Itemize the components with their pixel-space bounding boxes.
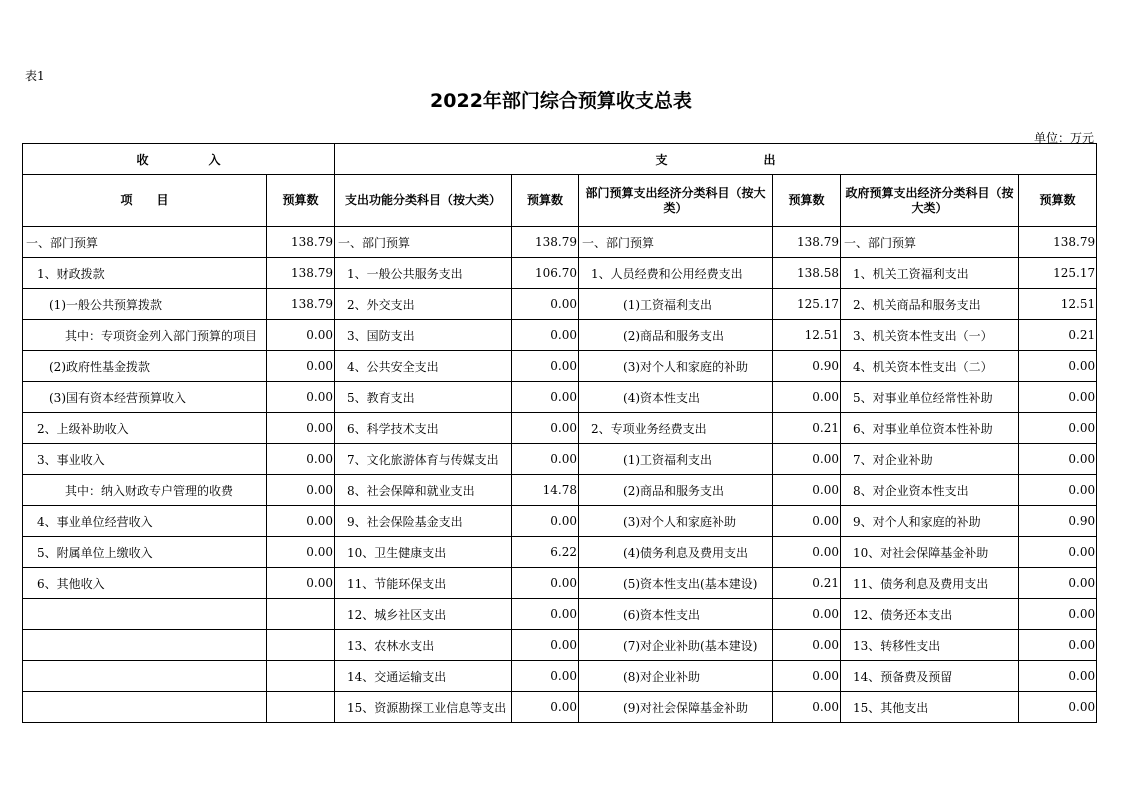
dept-item-cell: 一、部门预算 — [579, 227, 773, 258]
gov-amount-cell: 0.90 — [1019, 506, 1097, 537]
gov-amount-cell: 0.00 — [1019, 351, 1097, 382]
income-item-cell: 2、上级补助收入 — [23, 413, 267, 444]
dept-amount-cell: 0.00 — [773, 475, 841, 506]
function-item-cell: 9、社会保险基金支出 — [335, 506, 512, 537]
income-amount-cell: 0.00 — [267, 320, 335, 351]
table-row — [23, 630, 1097, 661]
income-item-cell: (3)国有资本经营预算收入 — [23, 382, 267, 413]
income-item-cell: 1、财政拨款 — [23, 258, 267, 289]
gov-item-cell: 10、对社会保障基金补助 — [841, 537, 1019, 568]
table-row — [23, 568, 1097, 599]
dept-amount-cell: 138.58 — [773, 258, 841, 289]
income-item-cell: (2)政府性基金拨款 — [23, 351, 267, 382]
section-header-row — [23, 144, 1097, 175]
income-amount-cell: 0.00 — [267, 537, 335, 568]
function-amount-cell: 0.00 — [512, 692, 579, 723]
function-item-cell: 15、资源勘探工业信息等支出 — [335, 692, 512, 723]
dept-item-cell: (4)资本性支出 — [579, 382, 773, 413]
income-item-cell — [23, 661, 267, 692]
income-item-cell: 5、附属单位上缴收入 — [23, 537, 267, 568]
function-amount-cell: 6.22 — [512, 537, 579, 568]
dept-amount-cell: 0.00 — [773, 599, 841, 630]
function-amount-cell: 0.00 — [512, 630, 579, 661]
table-row — [23, 599, 1097, 630]
gov-amount-cell: 0.00 — [1019, 382, 1097, 413]
table-row — [23, 537, 1097, 568]
header-function-category: 支出功能分类科目（按大类） — [335, 175, 512, 227]
function-item-cell: 12、城乡社区支出 — [335, 599, 512, 630]
header-function-amount: 预算数 — [512, 175, 579, 227]
income-item-cell — [23, 599, 267, 630]
function-item-cell: 4、公共安全支出 — [335, 351, 512, 382]
dept-amount-cell: 0.21 — [773, 413, 841, 444]
table-row — [23, 320, 1097, 351]
gov-amount-cell: 0.00 — [1019, 537, 1097, 568]
function-amount-cell: 0.00 — [512, 382, 579, 413]
income-amount-cell — [267, 599, 335, 630]
table-row — [23, 227, 1097, 258]
header-gov-amount: 预算数 — [1019, 175, 1097, 227]
dept-amount-cell: 0.00 — [773, 382, 841, 413]
income-amount-cell: 0.00 — [267, 475, 335, 506]
income-amount-cell: 0.00 — [267, 506, 335, 537]
dept-item-cell: (3)对个人和家庭补助 — [579, 506, 773, 537]
dept-amount-cell: 0.90 — [773, 351, 841, 382]
function-item-cell: 一、部门预算 — [335, 227, 512, 258]
dept-item-cell: (8)对企业补助 — [579, 661, 773, 692]
dept-item-cell: (1)工资福利支出 — [579, 444, 773, 475]
expense-section-header: 支 出 — [335, 144, 1097, 175]
income-amount-cell: 138.79 — [267, 258, 335, 289]
gov-amount-cell: 0.00 — [1019, 661, 1097, 692]
dept-amount-cell: 138.79 — [773, 227, 841, 258]
gov-item-cell: 3、机关资本性支出（一） — [841, 320, 1019, 351]
table-row — [23, 475, 1097, 506]
gov-item-cell: 15、其他支出 — [841, 692, 1019, 723]
gov-item-cell: 2、机关商品和服务支出 — [841, 289, 1019, 320]
function-amount-cell: 0.00 — [512, 320, 579, 351]
column-header-row — [23, 175, 1097, 227]
function-amount-cell: 0.00 — [512, 351, 579, 382]
gov-item-cell: 9、对个人和家庭的补助 — [841, 506, 1019, 537]
function-item-cell: 11、节能环保支出 — [335, 568, 512, 599]
income-amount-cell — [267, 661, 335, 692]
function-amount-cell: 138.79 — [512, 227, 579, 258]
gov-item-cell: 11、债务利息及费用支出 — [841, 568, 1019, 599]
table-row — [23, 351, 1097, 382]
function-amount-cell: 0.00 — [512, 506, 579, 537]
function-item-cell: 10、卫生健康支出 — [335, 537, 512, 568]
dept-amount-cell: 0.00 — [773, 444, 841, 475]
dept-item-cell: (5)资本性支出(基本建设) — [579, 568, 773, 599]
header-dept-amount: 预算数 — [773, 175, 841, 227]
table-row — [23, 692, 1097, 723]
dept-amount-cell: 0.00 — [773, 630, 841, 661]
dept-item-cell: (3)对个人和家庭的补助 — [579, 351, 773, 382]
gov-amount-cell: 0.21 — [1019, 320, 1097, 351]
function-item-cell: 13、农林水支出 — [335, 630, 512, 661]
function-item-cell: 1、一般公共服务支出 — [335, 258, 512, 289]
gov-amount-cell: 0.00 — [1019, 475, 1097, 506]
gov-item-cell: 14、预备费及预留 — [841, 661, 1019, 692]
income-item-cell: (1)一般公共预算拨款 — [23, 289, 267, 320]
header-dept-economic-category: 部门预算支出经济分类科目（按大类） — [579, 175, 773, 227]
gov-item-cell: 6、对事业单位资本性补助 — [841, 413, 1019, 444]
income-amount-cell: 138.79 — [267, 289, 335, 320]
income-item-cell: 其中：专项资金列入部门预算的项目 — [23, 320, 267, 351]
dept-amount-cell: 0.00 — [773, 692, 841, 723]
gov-item-cell: 一、部门预算 — [841, 227, 1019, 258]
dept-item-cell: (2)商品和服务支出 — [579, 475, 773, 506]
income-amount-cell: 0.00 — [267, 351, 335, 382]
table-row — [23, 289, 1097, 320]
gov-item-cell: 8、对企业资本性支出 — [841, 475, 1019, 506]
function-amount-cell: 14.78 — [512, 475, 579, 506]
gov-amount-cell: 0.00 — [1019, 568, 1097, 599]
gov-amount-cell: 0.00 — [1019, 444, 1097, 475]
income-section-header: 收 入 — [23, 144, 335, 175]
dept-item-cell: (4)债务利息及费用支出 — [579, 537, 773, 568]
table-row — [23, 506, 1097, 537]
gov-item-cell: 5、对事业单位经常性补助 — [841, 382, 1019, 413]
dept-item-cell: (7)对企业补助(基本建设) — [579, 630, 773, 661]
budget-summary-table — [22, 143, 1097, 723]
table-number-label: 表1 — [25, 69, 45, 83]
dept-amount-cell: 0.21 — [773, 568, 841, 599]
gov-amount-cell: 0.00 — [1019, 692, 1097, 723]
gov-item-cell: 7、对企业补助 — [841, 444, 1019, 475]
dept-item-cell: (1)工资福利支出 — [579, 289, 773, 320]
dept-amount-cell: 0.00 — [773, 506, 841, 537]
gov-amount-cell: 0.00 — [1019, 599, 1097, 630]
table-row — [23, 413, 1097, 444]
function-item-cell: 5、教育支出 — [335, 382, 512, 413]
income-item-cell: 其中：纳入财政专户管理的收费 — [23, 475, 267, 506]
income-amount-cell: 0.00 — [267, 444, 335, 475]
income-item-cell — [23, 692, 267, 723]
dept-item-cell: (2)商品和服务支出 — [579, 320, 773, 351]
income-amount-cell: 138.79 — [267, 227, 335, 258]
table-row — [23, 382, 1097, 413]
income-amount-cell: 0.00 — [267, 382, 335, 413]
function-item-cell: 8、社会保障和就业支出 — [335, 475, 512, 506]
function-amount-cell: 0.00 — [512, 444, 579, 475]
page-title: 2022年部门综合预算收支总表 — [430, 90, 692, 112]
function-item-cell: 6、科学技术支出 — [335, 413, 512, 444]
income-amount-cell — [267, 692, 335, 723]
dept-item-cell: (6)资本性支出 — [579, 599, 773, 630]
gov-amount-cell: 0.00 — [1019, 630, 1097, 661]
income-item-cell — [23, 630, 267, 661]
gov-amount-cell: 125.17 — [1019, 258, 1097, 289]
function-amount-cell: 0.00 — [512, 661, 579, 692]
dept-item-cell: 2、专项业务经费支出 — [579, 413, 773, 444]
income-item-cell: 4、事业单位经营收入 — [23, 506, 267, 537]
header-income-amount: 预算数 — [267, 175, 335, 227]
header-item: 项 目 — [23, 175, 267, 227]
gov-item-cell: 1、机关工资福利支出 — [841, 258, 1019, 289]
dept-amount-cell: 125.17 — [773, 289, 841, 320]
function-amount-cell: 0.00 — [512, 413, 579, 444]
income-item-cell: 一、部门预算 — [23, 227, 267, 258]
table-row — [23, 258, 1097, 289]
dept-item-cell: (9)对社会保障基金补助 — [579, 692, 773, 723]
function-amount-cell: 0.00 — [512, 289, 579, 320]
table-row — [23, 444, 1097, 475]
gov-item-cell: 13、转移性支出 — [841, 630, 1019, 661]
gov-amount-cell: 0.00 — [1019, 413, 1097, 444]
header-gov-economic-category: 政府预算支出经济分类科目（按大类） — [841, 175, 1019, 227]
income-amount-cell: 0.00 — [267, 568, 335, 599]
dept-item-cell: 1、人员经费和公用经费支出 — [579, 258, 773, 289]
gov-item-cell: 4、机关资本性支出（二） — [841, 351, 1019, 382]
gov-amount-cell: 12.51 — [1019, 289, 1097, 320]
gov-item-cell: 12、债务还本支出 — [841, 599, 1019, 630]
dept-amount-cell: 0.00 — [773, 661, 841, 692]
function-item-cell: 7、文化旅游体育与传媒支出 — [335, 444, 512, 475]
function-amount-cell: 106.70 — [512, 258, 579, 289]
dept-amount-cell: 0.00 — [773, 537, 841, 568]
function-item-cell: 14、交通运输支出 — [335, 661, 512, 692]
table-row — [23, 661, 1097, 692]
unit-label: 单位：万元 — [1033, 131, 1094, 145]
function-item-cell: 2、外交支出 — [335, 289, 512, 320]
income-amount-cell — [267, 630, 335, 661]
dept-amount-cell: 12.51 — [773, 320, 841, 351]
function-amount-cell: 0.00 — [512, 599, 579, 630]
gov-amount-cell: 138.79 — [1019, 227, 1097, 258]
income-amount-cell: 0.00 — [267, 413, 335, 444]
function-amount-cell: 0.00 — [512, 568, 579, 599]
income-item-cell: 6、其他收入 — [23, 568, 267, 599]
function-item-cell: 3、国防支出 — [335, 320, 512, 351]
income-item-cell: 3、事业收入 — [23, 444, 267, 475]
